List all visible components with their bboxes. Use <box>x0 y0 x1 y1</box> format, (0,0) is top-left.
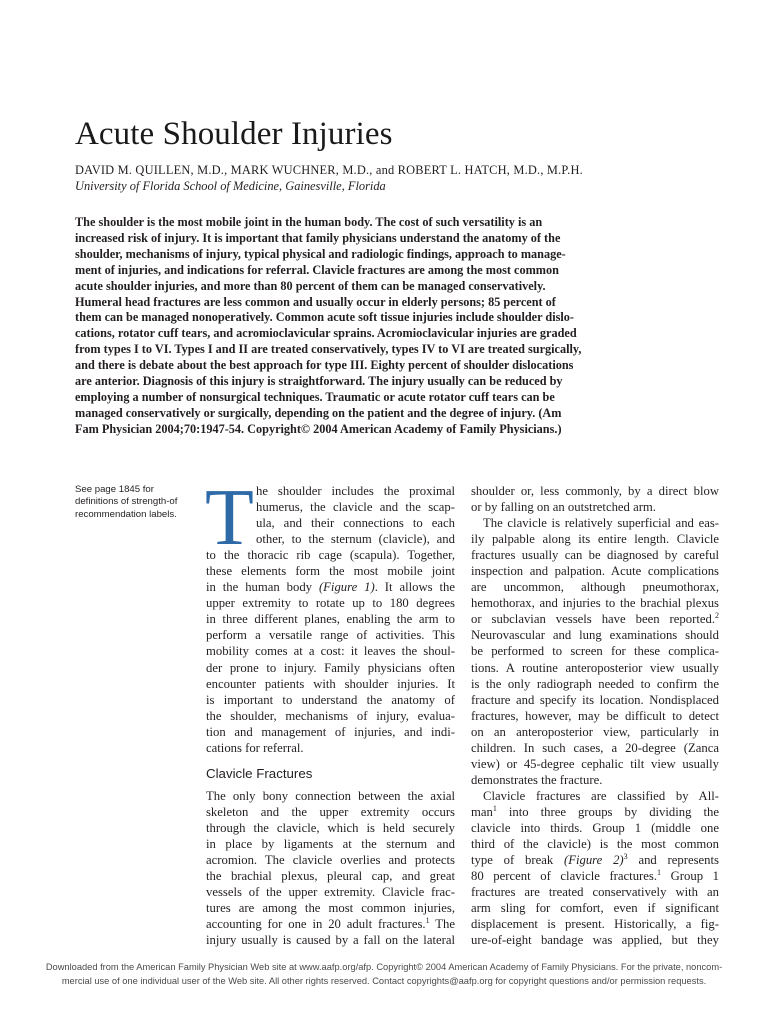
body-line: upper extremity to rotate up to 180 degrees <box>206 596 455 611</box>
body-line: these elements form the most mobile joint <box>206 564 455 579</box>
body-line: fracture and specify its location. Nondisplaced <box>471 692 719 707</box>
figure-1-reference: (Figure 1) <box>318 580 375 595</box>
abstract-line: from types I to VI. Types I and II are treated conservatively, types IV to VI are treated surgically, <box>75 342 582 357</box>
abstract-line: acute shoulder injuries, and more than 80 percent of them can be managed conservatively. <box>75 278 546 293</box>
sidenote-line: recommendation labels. <box>75 508 177 520</box>
body-line: the shoulder, mechanisms of injury, evalua- <box>206 708 455 723</box>
body-line: demonstrates the fracture. <box>471 772 603 787</box>
body-line: other, to the sternum (clavicle), and <box>256 532 455 547</box>
body-line: are uncommon, although pneumothorax, <box>471 580 719 595</box>
body-line: inspection and palpation. Acute complications <box>471 564 719 579</box>
body-line: hemothorax, and injuries to the brachial plexus <box>471 596 719 611</box>
body-line: perform a versatile range of activities. This <box>206 628 455 643</box>
body-text: . It allows the <box>374 580 456 595</box>
body-line: in three different planes, enabling the arm to <box>206 612 455 627</box>
figure-2-reference: (Figure 2) <box>563 853 624 868</box>
body-line <box>471 611 719 627</box>
body-line <box>471 868 719 884</box>
body-text: accounting for one in 20 adult fractures. <box>206 917 426 932</box>
body-line: on an anteroposterior view, particularly in <box>471 724 719 739</box>
body-line: tion and management of injuries, and indi- <box>206 724 455 739</box>
abstract-line: increased risk of injury. It is important that family physicians understand the anatomy of the <box>75 230 561 245</box>
body-line: is important to understand the anatomy of <box>206 692 455 707</box>
body-line: ure-of-eight bandage was applied, but they <box>471 933 719 948</box>
body-line: ily palpable along its entire length. Clavicle <box>471 532 719 547</box>
strength-of-recommendation-note <box>75 484 193 521</box>
abstract-line: them can be managed nonoperatively. Common acute soft tissue injuries include shoulder dislo- <box>75 310 574 325</box>
drop-cap: T <box>205 474 254 562</box>
abstract-line: The shoulder is the most mobile joint in the human body. The cost of such versatility is an <box>75 215 543 229</box>
body-line: shoulder or, less commonly, by a direct blow <box>471 484 719 498</box>
body-text: and represents <box>627 853 719 868</box>
body-line: third of the clavicle) is the most common <box>471 837 719 852</box>
body-line: tures are among the most common injuries, <box>206 901 455 916</box>
article-title: Acute Shoulder Injuries <box>75 116 393 152</box>
body-line: or by falling on an outstretched arm. <box>471 500 656 515</box>
body-text: in the human body <box>206 580 319 595</box>
body-line: is the only radiograph needed to confirm the <box>471 676 719 691</box>
body-line: injury usually is caused by a fall on the lateral <box>206 933 455 948</box>
body-line <box>206 579 455 595</box>
body-line: to the thoracic rib cage (scapula). Together, <box>206 548 455 563</box>
body-line <box>206 916 455 932</box>
body-line: Neurovascular and lung examinations should <box>471 628 719 643</box>
body-line: fractures are treated conservatively with an <box>471 885 719 900</box>
abstract-line: Humeral head fractures are less common and usually occur in elderly persons; 85 percent of <box>75 294 556 309</box>
abstract-line: employing a number of nonsurgical techniques. Traumatic or acute rotator cuff tears can be <box>75 389 555 404</box>
body-text: into three groups by dividing the <box>496 804 719 819</box>
reference-superscript: 3 <box>623 852 628 862</box>
body-line <box>471 852 719 868</box>
body-line: fractures usually can be diagnosed by careful <box>471 548 719 563</box>
body-line: der prone to injury. Family physicians often <box>206 660 455 675</box>
body-line: through the clavicle, which is held securely <box>206 820 455 835</box>
body-text: Group 1 <box>661 869 719 884</box>
body-line: The only bony connection between the axial <box>206 788 455 803</box>
reference-superscript: 1 <box>425 916 430 926</box>
abstract-line: ment of injuries, and indications for referral. Clavicle fractures are among the most common <box>75 262 559 277</box>
body-line: cations for referral. <box>206 740 304 755</box>
body-line: Clavicle fractures are classified by All- <box>483 788 719 803</box>
sidenote-line: definitions of strength-of <box>75 496 178 508</box>
body-line: vessels of the upper extremity. Clavicle frac- <box>206 885 455 900</box>
article-affiliation: University of Florida School of Medicine, Gainesville, Florida <box>75 179 386 193</box>
body-line: be performed to screen for these complica- <box>471 644 719 659</box>
abstract-line: and there is debate about the best approach for type III. Eighty percent of shoulder dislocations <box>75 358 574 373</box>
body-line: view) or 45-degree cephalic tilt view usually <box>471 756 719 771</box>
footer-line: mercial use of one individual user of the Web site. All other rights reserved. Contact copyrights@aafp.org for copyright questions and/or permission requests. <box>61 975 707 986</box>
reference-superscript: 1 <box>492 803 497 813</box>
body-line: in place by ligaments at the sternum and <box>206 836 455 851</box>
body-column-2 <box>471 483 719 948</box>
article-authors: DAVID M. QUILLEN, M.D., MARK WUCHNER, M.D., and ROBERT L. HATCH, M.D., M.P.H. <box>75 163 583 177</box>
body-line: clavicle into thirds. Group 1 (middle one <box>471 820 719 835</box>
abstract-line: managed conservatively or surgically, depending on the patient and the degree of injury. (Am <box>75 405 562 420</box>
section-heading-clavicle-fractures: Clavicle Fractures <box>206 765 313 781</box>
body-line: skeleton and the upper extremity occurs <box>206 804 455 819</box>
body-line: acromion. The clavicle overlies and protects <box>206 852 455 867</box>
body-line: humerus, the clavicle and the scap- <box>256 500 455 515</box>
body-line: arm sling for comfort, even if significant <box>471 901 719 916</box>
abstract-line: cations, rotator cuff tears, and acromioclavicular sprains. Acromioclavicular injuries are graded <box>75 326 577 341</box>
body-line: mobility comes at a cost: it leaves the shoul- <box>206 644 455 659</box>
body-line: ula, and their connections to each <box>256 516 455 531</box>
body-text: The <box>429 917 455 932</box>
body-line: the brachial plexus, pleural cap, and great <box>206 869 455 884</box>
body-line: he shoulder includes the proximal <box>256 484 455 498</box>
sidenote-line: See page 1845 for <box>75 484 154 495</box>
body-line: displacement is present. Historically, a fig- <box>471 917 719 932</box>
body-text: 80 percent of clavicle fractures. <box>471 869 658 884</box>
body-line: The clavicle is relatively superficial and eas- <box>483 516 719 531</box>
body-line <box>471 804 719 820</box>
copyright-footer <box>0 961 768 988</box>
abstract-line: shoulder, mechanisms of injury, typical physical and radiologic findings, approach to manage- <box>75 246 566 261</box>
footer-line: Downloaded from the American Family Physician Web site at www.aafp.org/afp. Copyright© 2004 American Academy of Family Physicians. For the private, noncom- <box>45 962 723 972</box>
abstract-line: are anterior. Diagnosis of this injury is straightforward. The injury usually can be reduced by <box>75 374 563 389</box>
body-line: encounter patients with shoulder injuries. It <box>206 676 455 691</box>
body-text: man <box>471 804 493 819</box>
body-text: or subclavian vessels have been reported. <box>471 612 715 627</box>
body-text: type of break <box>471 853 564 868</box>
reference-superscript: 2 <box>715 611 719 621</box>
body-line: tions. A routine anteroposterior view usually <box>471 660 719 675</box>
abstract-line: Fam Physician 2004;70:1947-54. Copyright© 2004 American Academy of Family Physicians.) <box>75 421 562 436</box>
body-line: children. In such cases, a 20-degree (Zanca <box>471 740 719 755</box>
abstract <box>75 215 593 438</box>
body-column-1 <box>206 483 455 948</box>
body-line: fractures, however, may be difficult to detect <box>471 708 719 723</box>
reference-superscript: 1 <box>657 868 662 878</box>
